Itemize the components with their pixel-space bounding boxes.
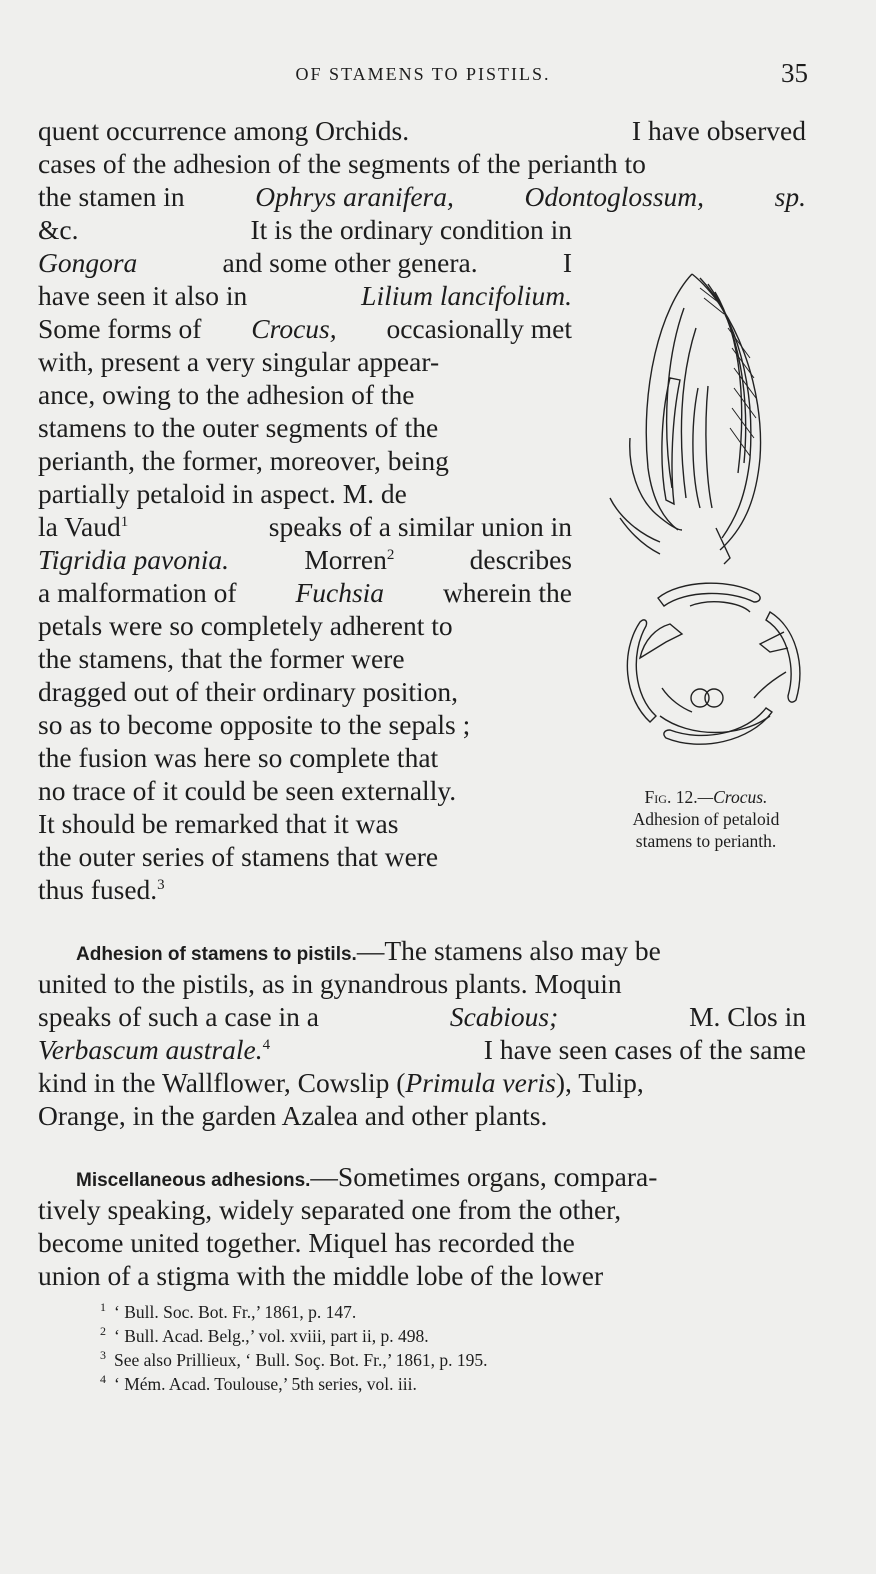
text-line: union of a stigma with the middle lobe of the lower <box>38 1260 604 1291</box>
text-line: Adhesion of stamens to pistils.—The stamens also may be <box>76 935 661 966</box>
text-line: Miscellaneous adhesions.—Sometimes organs, compara- <box>76 1161 658 1192</box>
text-line: have seen it also in Lilium lancifolium. <box>38 280 572 311</box>
footnote-ref: 1 <box>120 513 129 530</box>
section-heading: Adhesion of stamens to pistils. <box>76 944 357 965</box>
figure-caption: Fig. 12.—Crocus. Adhesion of petaloid stamens to perianth. <box>632 787 780 851</box>
text-line: the stamen in Ophrys aranifera, Odontoglossum, sp. <box>38 181 806 212</box>
text-line: cases of the adhesion of the segments of the perianth to <box>38 148 646 179</box>
footnote: $^3$ See also Prillieux, ‘ Bull. Soç. Bot. Fr.,’ 1861, p. 195. <box>100 1348 488 1370</box>
text-line: kind in the Wallflower, Cowslip (Primula veris), Tulip, <box>38 1067 644 1098</box>
text-line: stamens to the outer segments of the <box>38 412 439 443</box>
text-line: a malformation of Fuchsia wherein the <box>38 577 572 608</box>
text-line: Tigridia pavonia. Morren$^2$ describes <box>38 544 572 575</box>
text-line: united to the pistils, as in gynandrous plants. Moquin <box>38 968 622 999</box>
text-line: the fusion was here so complete that <box>38 742 439 773</box>
footnote-ref: 2 <box>386 546 395 563</box>
text-line: tively speaking, widely separated one from the other, <box>38 1194 622 1225</box>
text-line: quent occurrence among Orchids. I have observed <box>38 115 806 146</box>
cross-section <box>627 583 799 744</box>
text-line: become united together. Miquel has recorded the <box>38 1227 575 1258</box>
crocus-illustration <box>600 268 812 778</box>
text-line: Some forms of Crocus, occasionally met <box>38 313 572 344</box>
text-line: Orange, in the garden Azalea and other plants. <box>38 1100 548 1131</box>
section-heading: Miscellaneous adhesions. <box>76 1170 311 1191</box>
text-line: perianth, the former, moreover, being <box>38 445 449 476</box>
text-line: petals were so completely adherent to <box>38 610 453 641</box>
text-line: Gongora and some other genera. I <box>38 247 572 278</box>
text-line: ance, owing to the adhesion of the <box>38 379 415 410</box>
page-number: 35 <box>781 58 808 88</box>
text-line: la Vaud$^1$ speaks of a similar union in <box>38 511 572 542</box>
text-line: with, present a very singular appear- <box>38 346 440 377</box>
footnote: $^2$ ‘ Bull. Acad. Belg.,’ vol. xviii, part ii, p. 498. <box>100 1324 429 1346</box>
text-line: so as to become opposite to the sepals ; <box>38 709 471 740</box>
text-line: partially petaloid in aspect. M. de <box>38 478 407 509</box>
page-header <box>38 58 808 94</box>
figure-12 <box>590 268 822 868</box>
footnote: $^1$ ‘ Bull. Soc. Bot. Fr.,’ 1861, p. 147. <box>100 1300 357 1322</box>
text-line: the outer series of stamens that were <box>38 841 439 872</box>
text-line: &c. It is the ordinary condition in <box>38 214 572 245</box>
text-line: thus fused.$^3$ <box>38 874 165 905</box>
footnote-ref: 4 <box>262 1036 271 1053</box>
footnote: $^4$ ‘ Mém. Acad. Toulouse,’ 5th series, vol. iii. <box>100 1372 417 1394</box>
text-line: dragged out of their ordinary position, <box>38 676 459 707</box>
footnote-ref: 3 <box>157 876 165 893</box>
text-line: It should be remarked that it was <box>38 808 399 839</box>
text-line: the stamens, that the former were <box>38 643 405 674</box>
footnotes <box>100 1300 800 1396</box>
running-head: OF STAMENS TO PISTILS. <box>295 64 551 84</box>
text-line: speaks of such a case in a Scabious; M. Clos in <box>38 1001 806 1032</box>
text-line: no trace of it could be seen externally. <box>38 775 457 806</box>
text-line: Verbascum australe.$^4$ I have seen cases of the same <box>38 1034 806 1065</box>
